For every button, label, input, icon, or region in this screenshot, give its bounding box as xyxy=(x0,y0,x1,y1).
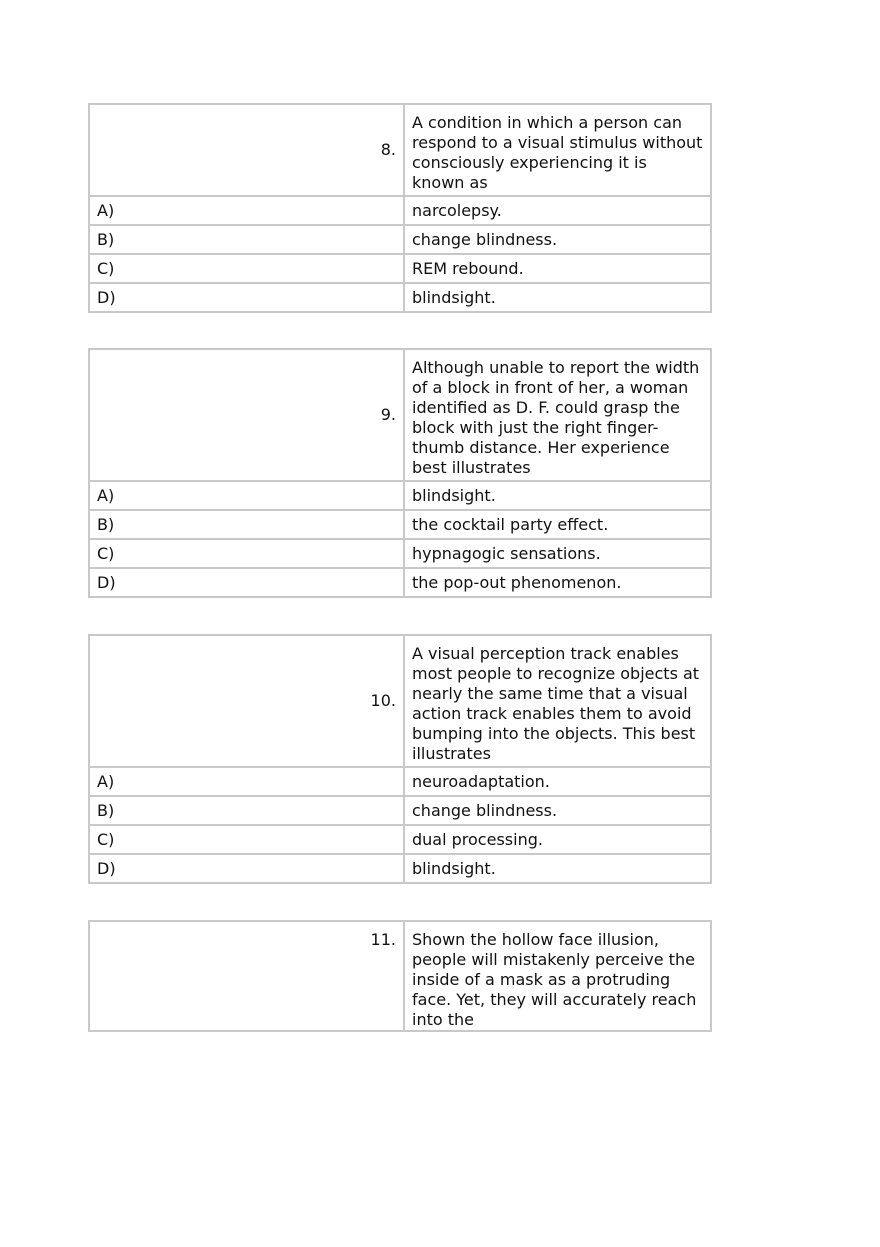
question-stem-row xyxy=(89,635,711,767)
question-number: 8. xyxy=(89,104,404,196)
question-8 xyxy=(88,103,712,313)
option-row-b xyxy=(89,510,711,539)
option-row-b xyxy=(89,796,711,825)
option-row-b xyxy=(89,225,711,254)
question-number: 10. xyxy=(89,635,404,767)
question-text: Although unable to report the width of a block in front of her, a woman identified as D. F. could grasp the block with just the right finger-thumb distance. Her experience best illustrates xyxy=(404,349,711,481)
question-stem-row xyxy=(89,921,711,1031)
option-row-a xyxy=(89,767,711,796)
option-text: hypnagogic sensations. xyxy=(404,539,711,568)
option-row-a xyxy=(89,196,711,225)
question-text: A visual perception track enables most people to recognize objects at nearly the same time that a visual action track enables them to avoid bumping into the objects. This best illustrates xyxy=(404,635,711,767)
option-text: blindsight. xyxy=(404,283,711,312)
question-9 xyxy=(88,348,712,598)
option-text: change blindness. xyxy=(404,796,711,825)
option-row-c xyxy=(89,254,711,283)
question-text: Shown the hollow face illusion, people will mistakenly perceive the inside of a mask as a protruding face. Yet, they will accurately reach into the xyxy=(404,921,711,1031)
option-text: the cocktail party effect. xyxy=(404,510,711,539)
option-row-d xyxy=(89,854,711,883)
option-text: change blindness. xyxy=(404,225,711,254)
option-letter: C) xyxy=(89,254,404,283)
option-row-a xyxy=(89,481,711,510)
question-number: 11. xyxy=(89,921,404,1031)
option-letter: B) xyxy=(89,225,404,254)
question-10 xyxy=(88,634,712,884)
option-letter: A) xyxy=(89,196,404,225)
question-stem-row xyxy=(89,104,711,196)
option-letter: B) xyxy=(89,796,404,825)
option-letter: C) xyxy=(89,539,404,568)
question-text: A condition in which a person can respond to a visual stimulus without consciously experiencing it is known as xyxy=(404,104,711,196)
option-row-d xyxy=(89,568,711,597)
question-stem-row xyxy=(89,349,711,481)
option-letter: D) xyxy=(89,568,404,597)
option-text: narcolepsy. xyxy=(404,196,711,225)
option-text: blindsight. xyxy=(404,481,711,510)
option-text: blindsight. xyxy=(404,854,711,883)
option-letter: C) xyxy=(89,825,404,854)
option-text: the pop-out phenomenon. xyxy=(404,568,711,597)
option-text: neuroadaptation. xyxy=(404,767,711,796)
option-row-c xyxy=(89,539,711,568)
option-text: REM rebound. xyxy=(404,254,711,283)
option-text: dual processing. xyxy=(404,825,711,854)
option-letter: B) xyxy=(89,510,404,539)
option-letter: A) xyxy=(89,767,404,796)
option-row-c xyxy=(89,825,711,854)
option-letter: D) xyxy=(89,854,404,883)
question-number: 9. xyxy=(89,349,404,481)
option-letter: D) xyxy=(89,283,404,312)
option-row-d xyxy=(89,283,711,312)
option-letter: A) xyxy=(89,481,404,510)
question-11 xyxy=(88,920,712,1032)
